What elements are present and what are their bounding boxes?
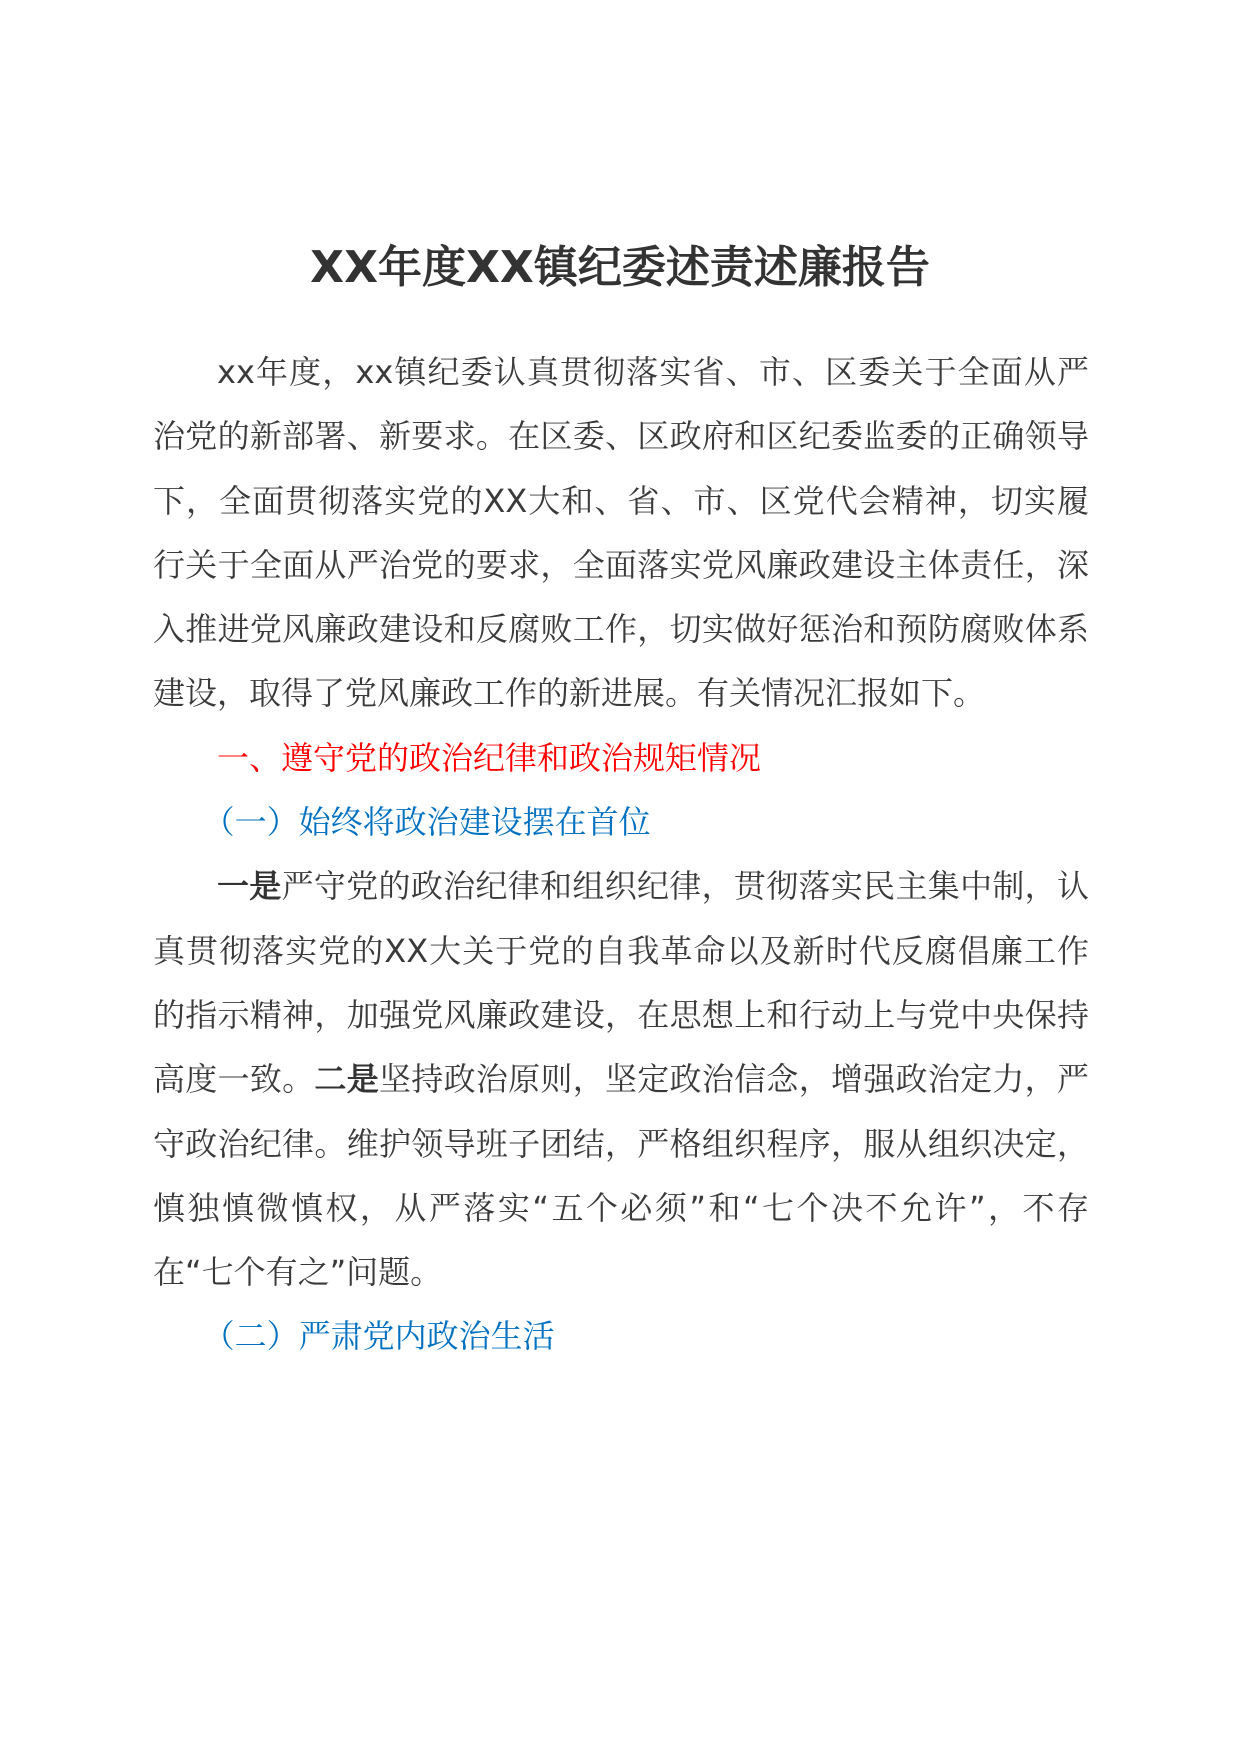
intro-paragraph: xx年度，xx镇纪委认真贯彻落实省、市、区委关于全面从严治党的新部署、新要求。在区委、区政府和区纪委监委的正确领导下，全面贯彻落实党的XX大和、省、市、区党代会精神，切实履行关于全面从严治党的要求，全面落实党风廉政建设主体责任，深入推进党风廉政建设和反腐败工作，切实做好惩治和预防腐败体系建设，取得了党风廉政工作的新进展。有关情况汇报如下。 xyxy=(153,353,1089,713)
lead-label: 一是 xyxy=(217,867,282,906)
subsection-heading: （二）严肃党内政治生活 xyxy=(202,1317,555,1356)
paragraph-text: 严守党的政治纪律和组织纪律，贯彻落实民主集中制，认真贯彻落实党的XX大关于党的自我革命以及新时代反腐倡廉工作的指示精神，加强党风廉政建设，在思想上和行动上与党中央保持高度一致。 xyxy=(153,867,1089,1099)
subsection-heading: （一）始终将政治建设摆在首位 xyxy=(202,803,651,842)
document-title: XX年度XX镇纪委述责述廉报告 xyxy=(310,242,930,293)
paragraph-text: 坚持政治原则，坚定政治信念，增强政治定力，严守政治纪律。维护领导班子团结，严格组织程序，服从组织决定，慎独慎微慎权，从严落实“五个必须”和“七个决不允许”，不存在“七个有之”问题。 xyxy=(153,1060,1089,1292)
document-body xyxy=(153,340,1089,1369)
lead-label: 二是 xyxy=(314,1060,379,1099)
section-heading: 一、遵守党的政治纪律和政治规矩情况 xyxy=(217,738,762,777)
body-paragraph xyxy=(153,854,1089,1304)
